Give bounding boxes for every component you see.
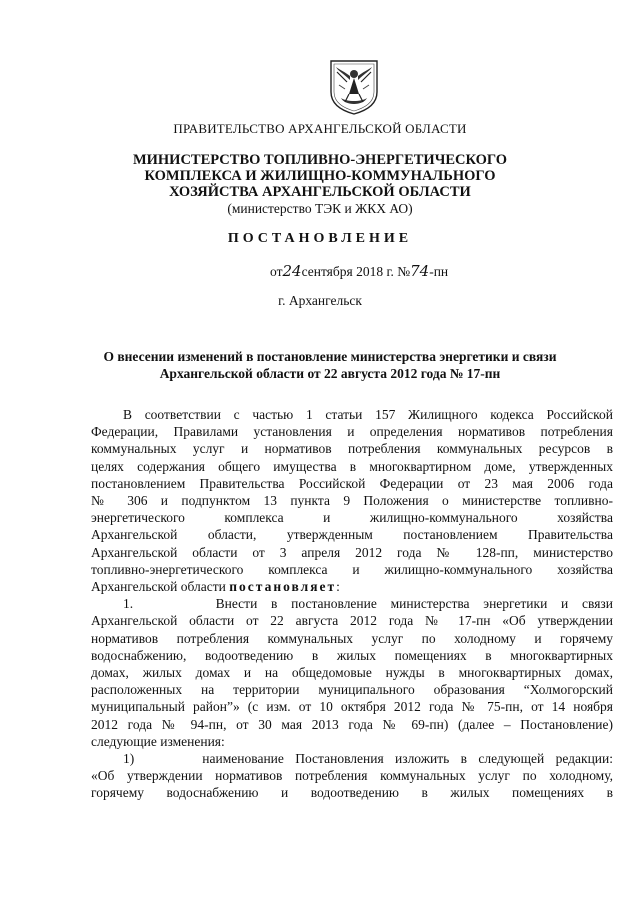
body-line: следующие изменения: bbox=[91, 733, 225, 749]
body-line: энергетического комплекса и жилищно-коммунального хозяйства bbox=[91, 510, 613, 526]
body-line: горячему водоснабжению и водоотведению в жилых помещениях в bbox=[91, 785, 613, 801]
body-line: нормативов потребления коммунальных услуг по холодному и горячему bbox=[91, 630, 613, 646]
ministry-line: ХОЗЯЙСТВА АРХАНГЕЛЬСКОЙ ОБЛАСТИ bbox=[169, 184, 471, 200]
body-line: водоснабжению, водоотведению в жилых помещениях в многоквартирных bbox=[91, 647, 613, 663]
ministry-abbreviation: (министерство ТЭК и ЖКХ АО) bbox=[227, 201, 413, 216]
doc-number-handwritten: 74 bbox=[410, 262, 430, 280]
title-line: Архангельской области от 22 августа 2012 года № 17-пн bbox=[159, 366, 501, 381]
resolves-keyword: постановляет bbox=[229, 579, 337, 595]
body-line: муниципальный район”» (с изм. от 10 октября 2012 года № 75-пн, от 14 ноября bbox=[91, 699, 613, 715]
body-line: домах, жилых домах и на общедомовые нужды в многоквартирных домах, bbox=[91, 665, 613, 681]
document-date-number bbox=[270, 262, 448, 280]
government-name: ПРАВИТЕЛЬСТВО АРХАНГЕЛЬСКОЙ ОБЛАСТИ bbox=[173, 121, 467, 136]
document-body bbox=[91, 406, 613, 802]
body-line: целях содержания общего имущества в многоквартирном доме, утвержденных bbox=[91, 458, 613, 474]
date-prefix: от bbox=[270, 264, 283, 279]
date-day-handwritten: 24 bbox=[282, 262, 302, 280]
doc-suffix: -пн bbox=[429, 264, 449, 279]
body-line: «Об утверждении нормативов потребления коммунальных услуг по холодному, bbox=[91, 768, 613, 784]
body-line: Архангельской области от 3 апреля 2012 года № 128-пп, министерство bbox=[91, 544, 613, 560]
body-line: 1) наименование Постановления изложить в следующей редакции: bbox=[123, 751, 613, 767]
body-text: Архангельской области bbox=[91, 579, 230, 595]
document-type: ПОСТАНОВЛЕНИЕ bbox=[227, 231, 413, 246]
body-line: постановлением Правительства Российской Федерации от 23 мая 2006 года bbox=[91, 475, 613, 491]
ministry-line: КОМПЛЕКСА И ЖИЛИЩНО-КОММУНАЛЬНОГО bbox=[144, 168, 496, 184]
coat-of-arms-icon bbox=[327, 58, 381, 116]
body-line: топливно-энергетического комплекса и жилищно-коммунального хозяйства bbox=[91, 561, 613, 577]
body-text: : bbox=[336, 579, 340, 595]
body-line: Архангельской области, утвержденным постановлением Правительства bbox=[91, 527, 613, 543]
body-line: № 306 и подпунктом 13 пункта 9 Положения о министерстве топливно- bbox=[91, 493, 613, 509]
document-title bbox=[70, 348, 590, 382]
body-line: Федерации, Правилами установления и определения нормативов потребления bbox=[91, 424, 613, 440]
city: г. Архангельск bbox=[278, 293, 362, 308]
ministry-name bbox=[0, 152, 640, 200]
title-line: О внесении изменений в постановление министерства энергетики и связи bbox=[103, 349, 557, 364]
body-line: Архангельской области от 22 августа 2012 года № 17-пн «Об утверждении bbox=[91, 613, 613, 629]
body-line: расположенных на территории муниципального образования “Холмогорский bbox=[91, 682, 613, 698]
body-line: коммунальных услуг и нормативов потребления коммунальных ресурсов в bbox=[91, 441, 613, 457]
ministry-line: МИНИСТЕРСТВО ТОПЛИВНО-ЭНЕРГЕТИЧЕСКОГО bbox=[132, 152, 508, 168]
body-line bbox=[91, 578, 613, 595]
body-line: 1. Внести в постановление министерства энергетики и связи bbox=[123, 596, 613, 612]
body-line: 2012 года № 94-пн, от 30 мая 2013 года № 69-пн) (далее – Постановление) bbox=[91, 716, 613, 732]
body-line: В соответствии с частью 1 статьи 157 Жилищного кодекса Российской bbox=[123, 407, 613, 422]
date-month-year: сентября 2018 г. № bbox=[301, 264, 411, 279]
